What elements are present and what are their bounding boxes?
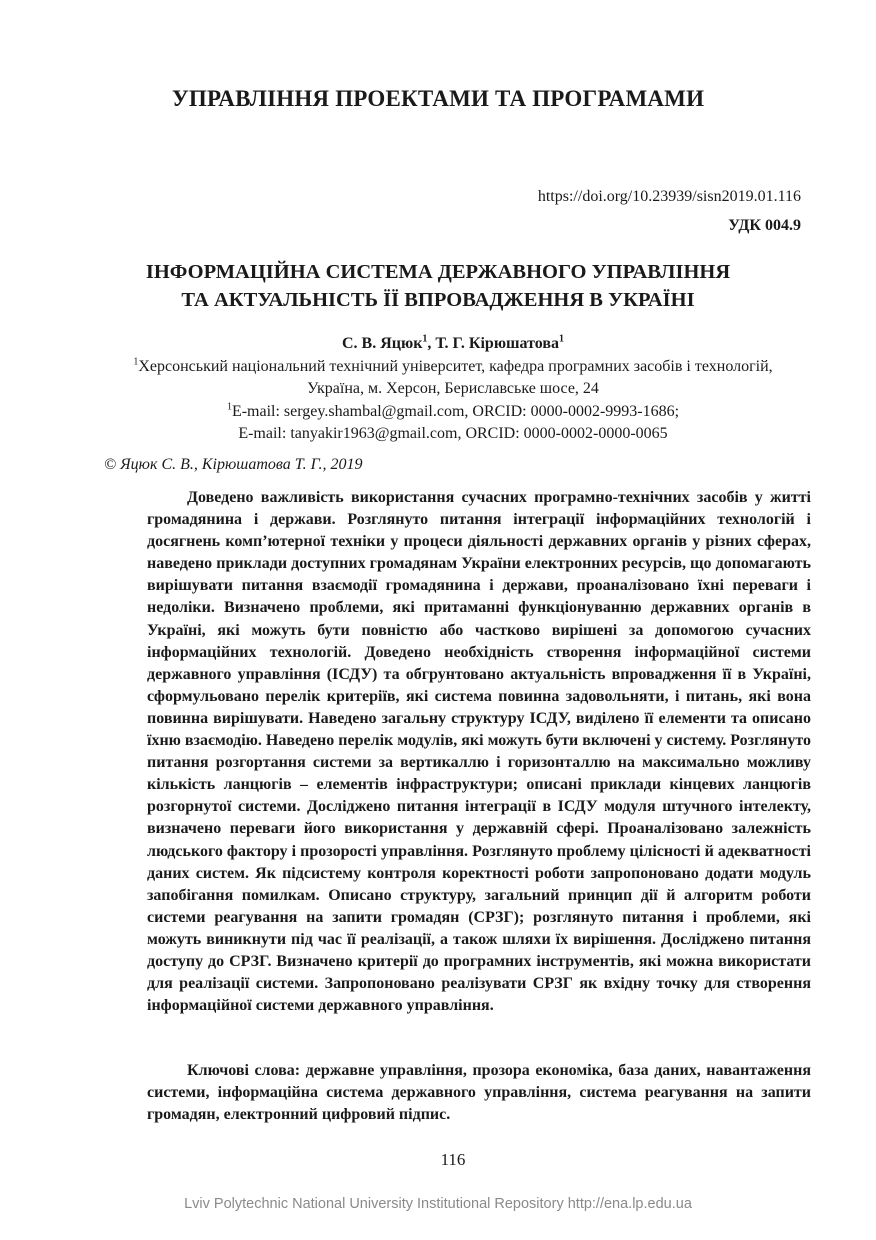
author-separator: , <box>427 335 436 352</box>
abstract-paragraph: Доведено важливість використання сучасних програмно-технічних засобів у житті громадянина і держави. Розглянуто питання інтеграції інформаційних технологій і досягнень комп’ютерної техніки у процеси діяльності державних органів у різних сферах, наведено приклади доступних громадянам України електронних ресурсів, що допомагають вирішувати питання взаємодії громадянина і держави, проаналізовано їхні переваги і недоліки. Визначено проблеми, які притаманні функціонуванню державних органів в Україні, які можуть бути повністю або частково вирішені за допомогою сучасних інформаційних технологій. Доведено необхідність створення інформаційної системи державного управління (ІСДУ) та обгрунтовано актуальність впровадження її в Україні, сформульовано перелік критеріїв, які система повинна задовольняти, і питань, які вона повинна вирішувати. Наведено загальну структуру ІСДУ, виділено її елементи та описано їхню взаємодію. Наведено перелік модулів, які можуть бути включені у систему. Розглянуто питання розгортання системи за вертикаллю і горизонталлю на максимально можливу кількість ланцюгів – елементів інфраструктури; описані приклади кінцевих ланцюгів розгорнутої системи. Досліджено питання інтеграції в ІСДУ модуля штучного інтелекту, визначено переваги його використання у державній сфері. Проаналізовано залежність людського фактору і прозорості управління. Розглянуто проблему цілісності й адекватності даних систем. Як підсистему контроля коректності роботи запропоновано додати модуль запобігання помилкам. Описано структуру, загальний принцип дії й алгоритм роботи системи реагування на запити громадян (СРЗГ); розглянуто питання і проблеми, які можуть виникнути під час її реалізації, а також шляхи їх вирішення. Досліджено питання доступу до СРЗГ. Визначено критерії до програмних інструментів, які можна використати для реалізації системи. Запропоновано реалізувати СРЗГ як вхідну точку для створення інформаційної системи державного управління. <box>147 489 811 1015</box>
affiliation-superscript: 1 <box>226 401 232 413</box>
affiliation-address: Україна, м. Херсон, Бериславське шосе, 24 <box>307 380 599 397</box>
author-name: Т. Г. Кірюшатова <box>435 335 560 352</box>
udk-code: УДК 004.9 <box>728 217 801 234</box>
affiliation-superscript: 1 <box>422 333 428 345</box>
article-title-line-2: ТА АКТУАЛЬНІСТЬ ЇЇ ВПРОВАДЖЕННЯ В УКРАЇНІ <box>181 289 695 311</box>
author-name: С. В. Яцюк <box>341 335 423 352</box>
email-line <box>0 401 876 424</box>
email-line: E-mail: tanyakir1963@gmail.com, ORCID: 0000-0002-0000-0065 <box>238 425 668 442</box>
article-title-line-1: ІНФОРМАЦІЙНА СИСТЕМА ДЕРЖАВНОГО УПРАВЛІННЯ <box>145 261 731 283</box>
affiliation-superscript: 1 <box>559 333 565 345</box>
affiliation-text: Херсонський національний технічний університет, кафедра програмних засобів і технологій, <box>138 357 773 375</box>
author-affiliation-block <box>0 333 876 446</box>
email-orcid-text: E-mail: sergey.shambal@gmail.com, ORCID: 0000-0002-9993-1686; <box>231 402 680 420</box>
section-title: УПРАВЛІННЯ ПРОЕКТАМИ ТА ПРОГРАМАМИ <box>171 86 705 111</box>
copyright-notice: © Яцюк С. В., Кірюшатова Т. Г., 2019 <box>104 456 363 473</box>
page-number: 116 <box>440 1150 466 1169</box>
keywords-paragraph: Ключові слова: державне управління, прозора економіка, база даних, навантаження системи, інформаційна система державного управління, система реагування на запити громадян, електронний цифровий підпис. <box>147 1062 811 1124</box>
doi-link[interactable]: https://doi.org/10.23939/sisn2019.01.116 <box>537 188 801 205</box>
article-title <box>0 258 876 314</box>
authors-line <box>0 333 876 356</box>
repository-footer[interactable]: Lviv Polytechnic National University Institutional Repository http://ena.lp.edu.ua <box>184 1196 692 1212</box>
affiliation-line <box>0 356 876 379</box>
affiliation-superscript: 1 <box>133 356 139 368</box>
